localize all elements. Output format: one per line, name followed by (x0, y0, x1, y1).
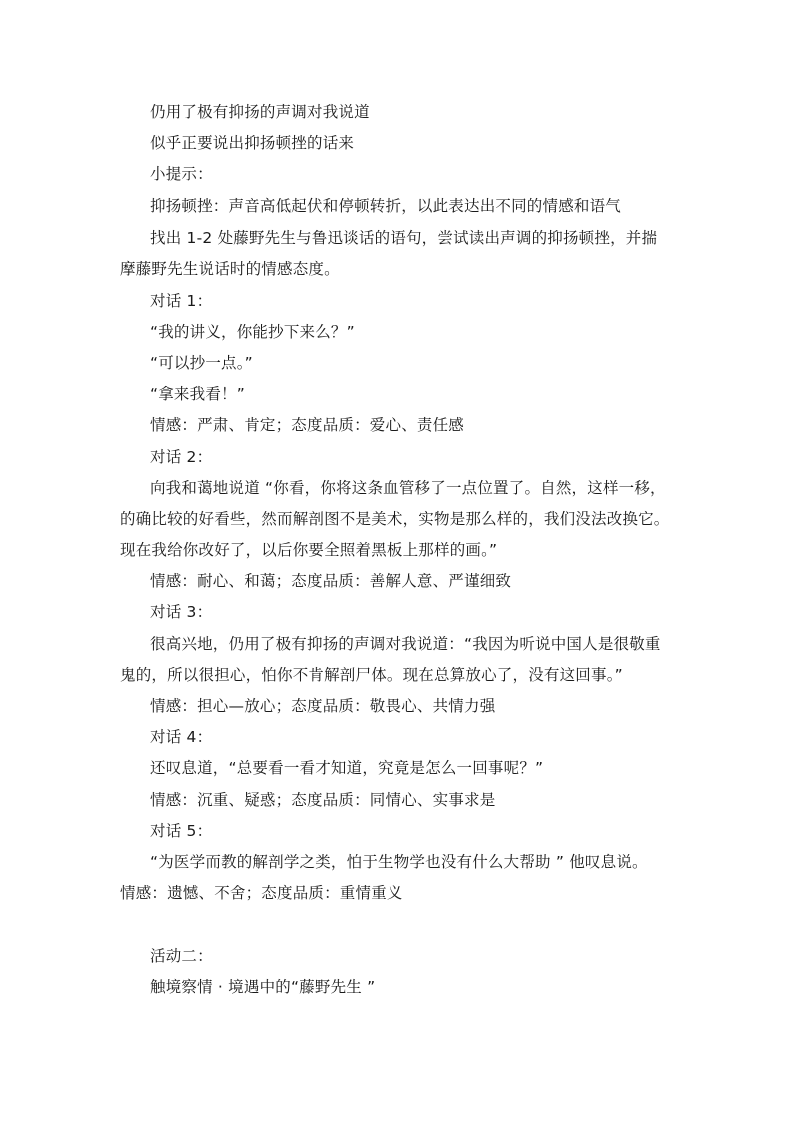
emotion-line: 情感：严肃、肯定；态度品质：爱心、责任感 (150, 416, 465, 434)
paragraph-line: 找出 1-2 处藤野先生与鲁迅谈话的语句，尝试读出声调的抑扬顿挫，并揣 (150, 229, 658, 247)
quote-line: “我的讲义，你能抄下来么？” (150, 323, 355, 341)
quote-line: 很高兴地，仍用了极有抑扬的声调对我说道：“我因为听说中国人是很敬重 (150, 635, 661, 653)
dialogue-heading: 对话 2： (150, 448, 213, 466)
emotion-line: 情感：遗憾、不舍；态度品质：重情重义 (120, 884, 403, 902)
paragraph-line: 小提示： (150, 165, 213, 183)
emotion-line: 情感：担心—放心；态度品质：敬畏心、共情力强 (150, 697, 496, 715)
quote-line: 向我和蔼地说道 “你看，你将这条血管移了一点位置了。自然，这样一移， (150, 479, 666, 497)
dialogue-heading: 对话 3： (150, 603, 213, 621)
paragraph-line: 抑扬顿挫：声音高低起伏和停顿转折，以此表达出不同的情感和语气 (150, 197, 622, 215)
paragraph-line: 仍用了极有抑扬的声调对我说道 (150, 103, 370, 121)
quote-line: 鬼的，所以很担心，怕你不肯解剖尸体。现在总算放心了，没有这回事。” (120, 666, 623, 684)
emotion-line: 情感：耐心、和蔼；态度品质：善解人意、严谨细致 (150, 572, 512, 590)
quote-line: 还叹息道，“总要看一看才知道，究竟是怎么一回事呢？” (150, 759, 544, 777)
dialogue-heading: 对话 4： (150, 728, 213, 746)
paragraph-line: 摩藤野先生说话时的情感态度。 (120, 260, 340, 278)
section-title: 触境察情 · 境遇中的“藤野先生 ” (150, 978, 376, 996)
section-heading: 活动二： (150, 947, 213, 965)
dialogue-heading: 对话 1： (150, 292, 213, 310)
emotion-line: 情感：沉重、疑惑；态度品质：同情心、实事求是 (150, 791, 496, 809)
quote-line: “拿来我看！” (150, 385, 245, 403)
quote-line: “可以抄一点。” (150, 354, 253, 372)
quote-line: 现在我给你改好了，以后你要全照着黑板上那样的画。” (120, 541, 498, 559)
paragraph-line: 似乎正要说出抑扬顿挫的话来 (150, 134, 355, 152)
dialogue-heading: 对话 5： (150, 822, 213, 840)
quote-line: 的确比较的好看些，然而解剖图不是美术，实物是那么样的，我们没法改换它。 (120, 510, 670, 528)
quote-line: “为医学而教的解剖学之类，怕于生物学也没有什么大帮助 ” 他叹息说。 (150, 853, 648, 871)
